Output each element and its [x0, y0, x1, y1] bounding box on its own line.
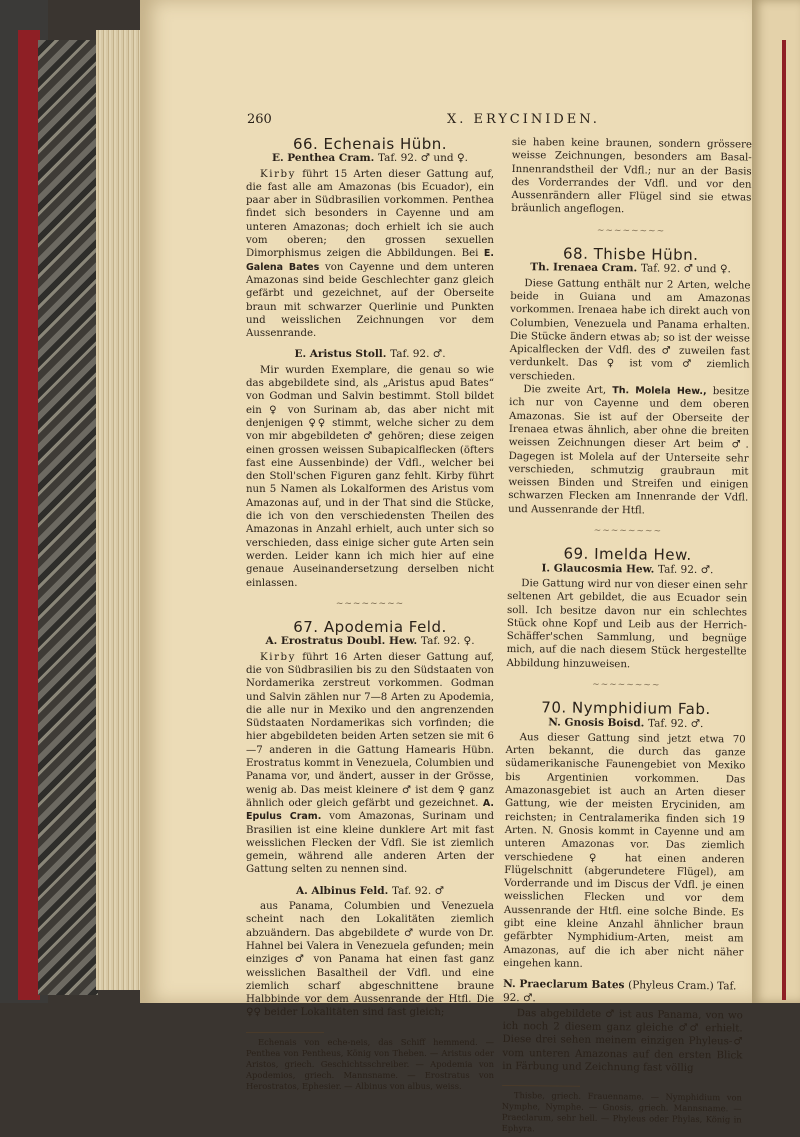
paragraph: Kirby führt 15 Arten dieser Gattung auf, die fast alle am Amazonas (bis Ecuador), ein paar aber in Südbrasilien vorkommen. Penthea findet sich besonders in Cayenne und am unteren Amazonas; doch erhielt ich sie auch vom oberen; den grossen sexuellen Dimorphismus zeigen die Abbildungen. Bei E. Galena Bates von Cayenne und dem unteren Amazonas sind beide Geschlechter ganz gleich gefärbt und gezeichnet, auf der Oberseite braun mit schwarzer Querlinie und Punkten und weisslichen Zeichnungen vor dem Aussenrande.	[246, 168, 494, 340]
right-column	[502, 136, 752, 1137]
paragraph: Diese Gattung enthält nur 2 Arten, welche beide in Guiana und am Amazonas vorkommen. Irenaea habe ich direkt auch von Columbien, Venezuela und Panama erhalten. Die Stücke ändern etwas ab; so ist der weisse Apicalflecken der Vdfl. des ♂ zuweilen fast verdunkelt. Das ♀ ist vom ♂ ziemlich verschieden.	[509, 277, 751, 383]
facing-cover-edge	[782, 40, 786, 1000]
chapter-title: X. ERYCINIDEN.	[447, 112, 600, 127]
species-heading: N. Gnosis Boisd. Taf. 92. ♂.	[548, 715, 704, 730]
section-heading-66: 66. Echenais Hübn.	[292, 135, 448, 153]
ornament-divider: ~~~~~~~~	[335, 598, 405, 609]
species-heading: A. Erostratus Doubl. Hew. Taf. 92. ♀.	[265, 635, 475, 648]
section-heading-68: 68. Thisbe Hübn.	[562, 244, 699, 265]
ornament-divider: ~~~~~~~~	[592, 679, 661, 691]
paragraph: Die Gattung wird nur von dieser einen sehr seltenen Art gebildet, die aus Ecuador sein soll. Ich besitze davon nur ein schlechtes Stück ohne Kopf und Leib aus der Herrich-Schäffer'schen Sammlung, und begnüge mich, auf die nach diesem Stück hergestellte Abbildung hinzuweisen.	[506, 578, 748, 670]
footnote: Thisbe, griech. Frauenname. — Nymphidium von Nymphe, Nymphe. — Gnosis, griech. Mannsname. — Praeclarum, sehr hell. — Phyleus oder Phylas, König in Ephyra.	[501, 1090, 742, 1134]
paragraph: Kirby führt 16 Arten dieser Gattung auf, die von Südbrasilien bis zu den Südstaaten von Nordamerika zerstreut vorkommen. Godman und Salvin zählen nur 7—8 Arten zu Apodemia, die alle nur in Mexiko und den angrenzenden Südstaaten Nordamerikas sich vorfinden; die hier abgebildeten beiden Arten setzen sie mit 6—7 anderen in die Gattung Hamearis Hübn. Erostratus kommt in Venezuela, Columbien und Panama vor, und ändert, ausser in der Grösse, wenig ab. Das meist kleinere ♂ ist dem ♀ ganz ähnlich oder gleich gefärbt und gezeichnet. A. Epulus Cram. vom Amazonas, Surinam und Brasilien ist eine kleine dunklere Art mit fast weisslichen Flecken der Vdfl. Sie ist ziemlich gemein, während alle anderen Arten der Gattung selten zu nennen sind.	[246, 651, 494, 876]
section-heading-70: 70. Nymphidium Fab.	[541, 698, 711, 719]
left-column	[246, 136, 494, 1092]
paragraph: Das abgebildete ♂ ist aus Panama, von wo ich noch 2 diesem ganz gleiche ♂♂ erhielt. Diese drei sehen meinem einzigen Phyleus-♂ vom unteren Amazonas auf den ersten Blick in Färbung und Zeichnung fast völlig	[502, 1007, 743, 1074]
section-heading-67: 67. Apodemia Feld.	[293, 618, 447, 637]
species-heading: A. Albinus Feld. Taf. 92. ♂	[295, 884, 445, 897]
species-heading: E. Aristus Stoll. Taf. 92. ♂.	[294, 348, 446, 361]
section-heading-69: 69. Imelda Hew.	[563, 544, 692, 565]
facing-page-fragment	[752, 0, 800, 1003]
red-cover-edge	[18, 30, 40, 1000]
ornament-divider: ~~~~~~~~	[593, 525, 663, 537]
paragraph: aus Panama, Columbien und Venezuela scheint nach den Lokalitäten ziemlich abzuändern. Das abgebildete ♂ wurde von Dr. Hahnel bei Valera in Venezuela gefunden; mein einziges ♂ von Panama hat einen fast ganz weisslichen Basaltheil der Vdfl. und eine ziemlich scharf abgeschnittene braune Halbbinde vor dem Aussenrande der Htfl. Die ♀♀ beider Lokalitäten sind fast gleich;	[246, 901, 494, 1019]
paragraph: Die zweite Art, Th. Molela Hew., besitze ich nur von Cayenne und dem oberen Amazonas. Sie ist auf der Oberseite der Irenaea etwas ähnlich, aber ohne die breiten weissen Zeichnungen dieser Art beim ♂. Dagegen ist Molela auf der Unterseite sehr verschieden, schmutzig graubraun mit weissen Binden und Streifen und einigen schwarzen Flecken am Innenrande der Vdfl. und Aussenrande der Htfl.	[508, 384, 750, 517]
footnote: Echenais von eche-neis, das Schiff hemmend. — Penthea von Pentheus, König von Theben. — Aristus oder Aristos, griech. Geschichtsschreiber. — Apodemia von Apodemios, griech. Mannsname. — Erostratus von Herostratos, Ephesier. — Albinus von albus, weiss.	[246, 1036, 494, 1091]
paragraph: Aus dieser Gattung sind jetzt etwa 70 Arten bekannt, die durch das ganze südamerikanische Faunengebiet von Mexiko bis Argentinien vorkommen. Das Amazonasgebiet ist auch an Arten dieser Gattung, wie der meisten Eryciniden, am reichsten; in Centralamerika finden sich 19 Arten. N. Gnosis kommt in Cayenne und am unteren Amazonas vor. Das ziemlich verschiedene ♀ hat einen anderen Flügelschnitt (abgerundetere Flügel), am Vorderrande und im Discus der Vdfl. je einen weisslichen Flecken und vor dem Aussenrande der Htfl. eine solche Binde. Es gibt eine kleine Anzahl ähnlicher braun gefärbter Nymphidium-Arten, meist am Amazonas, auf die ich aber nicht näher eingehen kann.	[503, 731, 746, 970]
species-heading: N. Praeclarum Bates (Phyleus Cram.) Taf. 92. ♂.	[502, 978, 737, 1004]
species-heading: E. Penthea Cram. Taf. 92. ♂ und ♀.	[271, 152, 468, 165]
species-heading: I. Glaucosmia Hew. Taf. 92. ♂.	[541, 561, 714, 576]
marbled-endpaper	[38, 40, 98, 995]
species-heading: Th. Irenaea Cram. Taf. 92. ♂ und ♀.	[530, 261, 731, 276]
footnote-rule	[502, 1085, 580, 1087]
ornament-divider: ~~~~~~~~	[596, 225, 666, 237]
page-number: 260	[247, 112, 272, 127]
paragraph: Mir wurden Exemplare, die genau so wie das abgebildete sind, als „Aristus apud Bates“ von Godman und Salvin bestimmt. Stoll bildet ein ♀ von Surinam ab, das aber nicht mit denjenigen ♀♀ stimmt, welche sicher zu dem von mir abgebildeten ♂ gehören; diese zeigen einen grossen weissen Subapicalflecken (öfters fast eine Aussenbinde) der Vdfl., welcher bei den Stoll'schen Figuren ganz fehlt. Kirby führt nun 5 Namen als Lokalformen des Aristus vom Amazonas auf, und in der That sind die Stücke, die ich von den verschiedensten Theilen des Amazonas in Anzahl erhielt, auch unter sich so verschieden, dass einige sicher gute Arten sein werden. Leider kann ich mich hier auf eine genaue Auseinandersetzung derselben nicht einlassen.	[246, 364, 494, 589]
paragraph: sie haben keine braunen, sondern grössere weisse Zeichnungen, besonders am Basal-Innenrandstheil der Vdfl.; nur an der Basis des Vorderrandes der Vdfl. und vor den Aussenrändern aller Flügel sind sie etwas bräunlich angeflogen.	[511, 136, 752, 216]
footnote-rule	[246, 1032, 324, 1033]
